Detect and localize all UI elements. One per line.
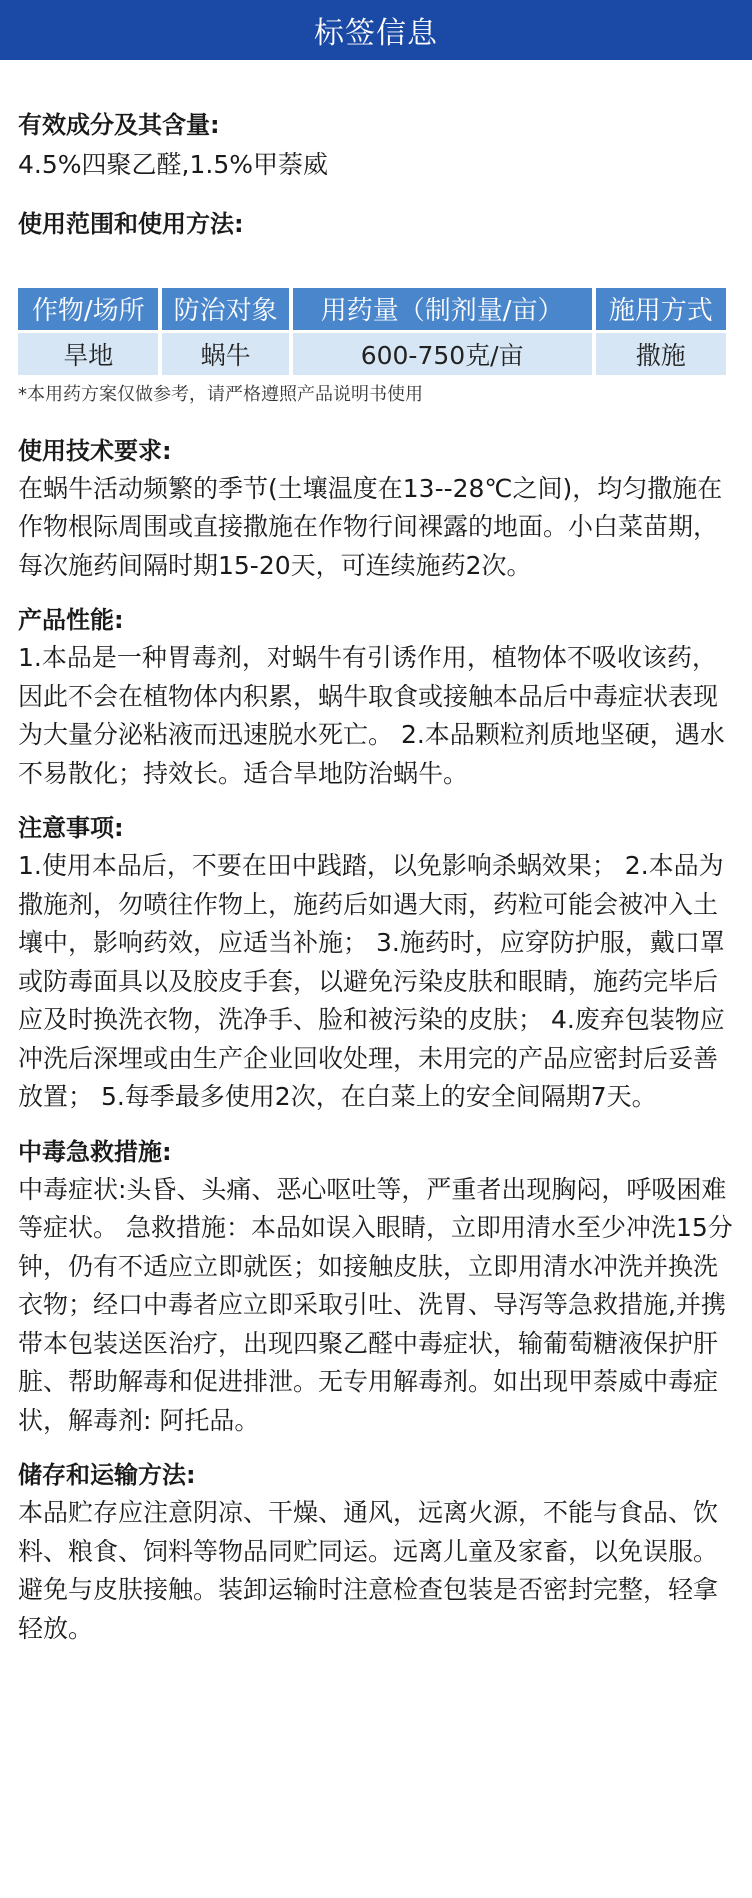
header-bar <box>0 0 752 60</box>
section-technique <box>18 434 734 586</box>
table-cell: 撒施 <box>596 333 726 375</box>
table-row <box>18 333 726 375</box>
label-content <box>0 60 752 1648</box>
section-first-aid <box>18 1135 734 1441</box>
column-header: 作物/场所 <box>18 288 158 330</box>
table-note: *本用药方案仅做参考，请严格遵照产品说明书使用 <box>18 383 423 405</box>
section-body: 4.5%四聚乙醛,1.5%甲萘威 <box>18 150 328 179</box>
section-storage <box>18 1458 734 1648</box>
dosage-table <box>14 285 730 378</box>
section-body: 中毒症状:头昏、头痛、恶心呕吐等，严重者出现胸闷，呼吸困难等症状。 急救措施：本品如误入眼睛，立即用清水至少冲洗15分钟，仍有不适应立即就医；如接触皮肤，立即用清水冲洗并换洗衣物；经口中毒者应立即采取引吐、洗胃、导泻等急救措施,并携带本包装送医治疗，出现四聚乙醛中毒症状，输葡萄糖液保护肝脏、帮助解毒和促进排泄。无专用解毒剂。如出现甲萘威中毒症状，解毒剂: 阿托品。 <box>18 1174 733 1435</box>
page-title: 标签信息 <box>314 16 438 51</box>
table-cell: 600-750克/亩 <box>293 333 592 375</box>
section-title: 使用范围和使用方法: <box>18 209 244 238</box>
column-header: 用药量（制剂量/亩） <box>293 288 592 330</box>
column-header: 施用方式 <box>596 288 726 330</box>
section-usage <box>18 207 734 408</box>
column-header: 防治对象 <box>162 288 288 330</box>
section-body: 1.使用本品后，不要在田中践踏，以免影响杀蜗效果； 2.本品为撒施剂，勿喷往作物上，施药后如遇大雨，药粒可能会被冲入土壤中，影响药效，应适当补施； 3.施药时，应穿防护服，戴口罩或防毒面具以及胶皮手套，以避免污染皮肤和眼睛，施药完毕后应及时换洗衣物，洗净手、脸和被污染的皮肤； 4.废弃包装物应冲洗后深埋或由生产企业回收处理，未用完的产品应密封后妥善放置； 5.每季最多使用2次，在白菜上的安全间隔期7天。 <box>18 851 725 1111</box>
section-precautions <box>18 811 734 1117</box>
section-body: 本品贮存应注意阴凉、干燥、通风，远离火源，不能与食品、饮料、粮食、饲料等物品同贮同运。远离儿童及家畜，以免误服。避免与皮肤接触。装卸运输时注意检查包装是否密封完整，轻拿轻放。 <box>18 1498 719 1643</box>
table-cell: 旱地 <box>18 333 158 375</box>
section-body: 在蜗牛活动频繁的季节(土壤温度在13--28℃之间)，均匀撒施在作物根际周围或直接撒施在作物行间裸露的地面。小白菜苗期，每次施药间隔时期15-20天，可连续施药2次。 <box>18 473 723 580</box>
section-title: 产品性能: <box>18 606 124 634</box>
section-title: 中毒急救措施: <box>18 1137 172 1166</box>
table-header-row <box>18 288 726 330</box>
section-title: 储存和运输方法: <box>18 1461 196 1489</box>
section-body: 1.本品是一种胃毒剂，对蜗牛有引诱作用，植物体不吸收该药，因此不会在植物体内积累，蜗牛取食或接触本品后中毒症状表现为大量分泌粘液而迅速脱水死亡。 2.本品颗粒剂质地坚硬，遇水不易散化；持效长。适合旱地防治蜗牛。 <box>18 643 725 788</box>
section-performance <box>18 603 734 793</box>
section-ingredients <box>18 108 734 185</box>
section-title: 有效成分及其含量: <box>18 111 220 139</box>
section-title: 使用技术要求: <box>18 436 172 465</box>
table-cell: 蜗牛 <box>162 333 288 375</box>
section-title: 注意事项: <box>18 814 124 842</box>
